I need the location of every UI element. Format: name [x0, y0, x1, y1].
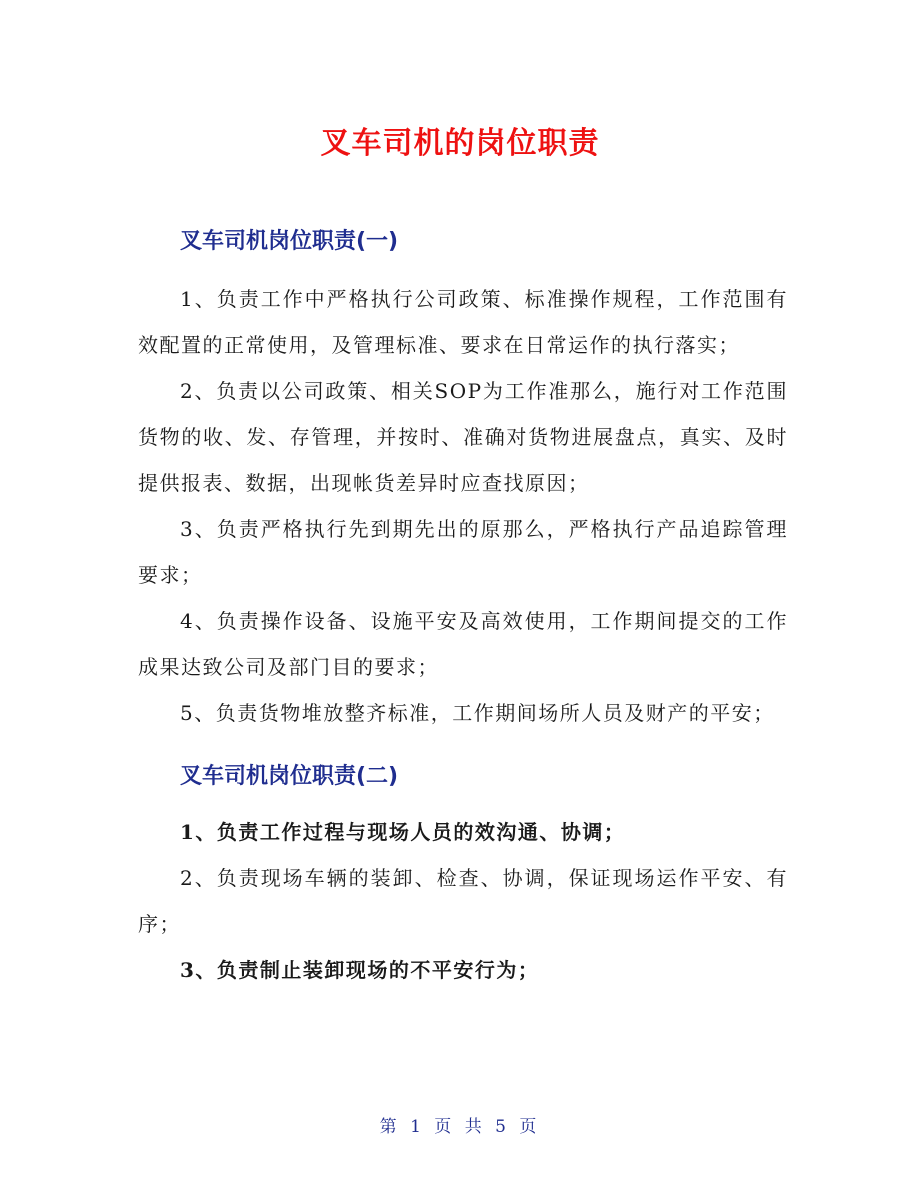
- section-1-item-1: 1、负责工作中严格执行公司政策、标准操作规程，工作范围有效配置的正常使用，及管理标准、要求在日常运作的执行落实；: [138, 287, 788, 357]
- section-1-item-2: 2、负责以公司政策、相关SOP为工作准那么，施行对工作范围货物的收、发、存管理，并按时、准确对货物进展盘点，真实、及时提供报表、数据，出现帐货差异时应查找原因；: [138, 379, 788, 495]
- section-1-item-4: 4、负责操作设备、设施平安及高效使用，工作期间提交的工作成果达致公司及部门目的要求；: [138, 609, 788, 679]
- section-2-item-2: 2、负责现场车辆的装卸、检查、协调，保证现场运作平安、有序；: [138, 866, 788, 936]
- section-heading-2: 叉车司机岗位职责(二): [180, 764, 399, 789]
- section-1-item-3: 3、负责严格执行先到期先出的原那么，严格执行产品追踪管理要求；: [138, 517, 788, 587]
- document-body: [138, 218, 788, 993]
- document-title: 叉车司机的岗位职责: [320, 126, 600, 161]
- section-heading-1: 叉车司机岗位职责(一): [180, 229, 399, 254]
- section-2-item-1: 1、负责工作过程与现场人员的效沟通、协调；: [180, 820, 626, 844]
- page-number-footer: 第 1 页 共 5 页: [379, 1117, 541, 1137]
- section-2-item-3: 3、负责制止装卸现场的不平安行为；: [180, 958, 540, 982]
- section-1-item-5: 5、负责货物堆放整齐标准，工作期间场所人员及财产的平安；: [180, 701, 775, 725]
